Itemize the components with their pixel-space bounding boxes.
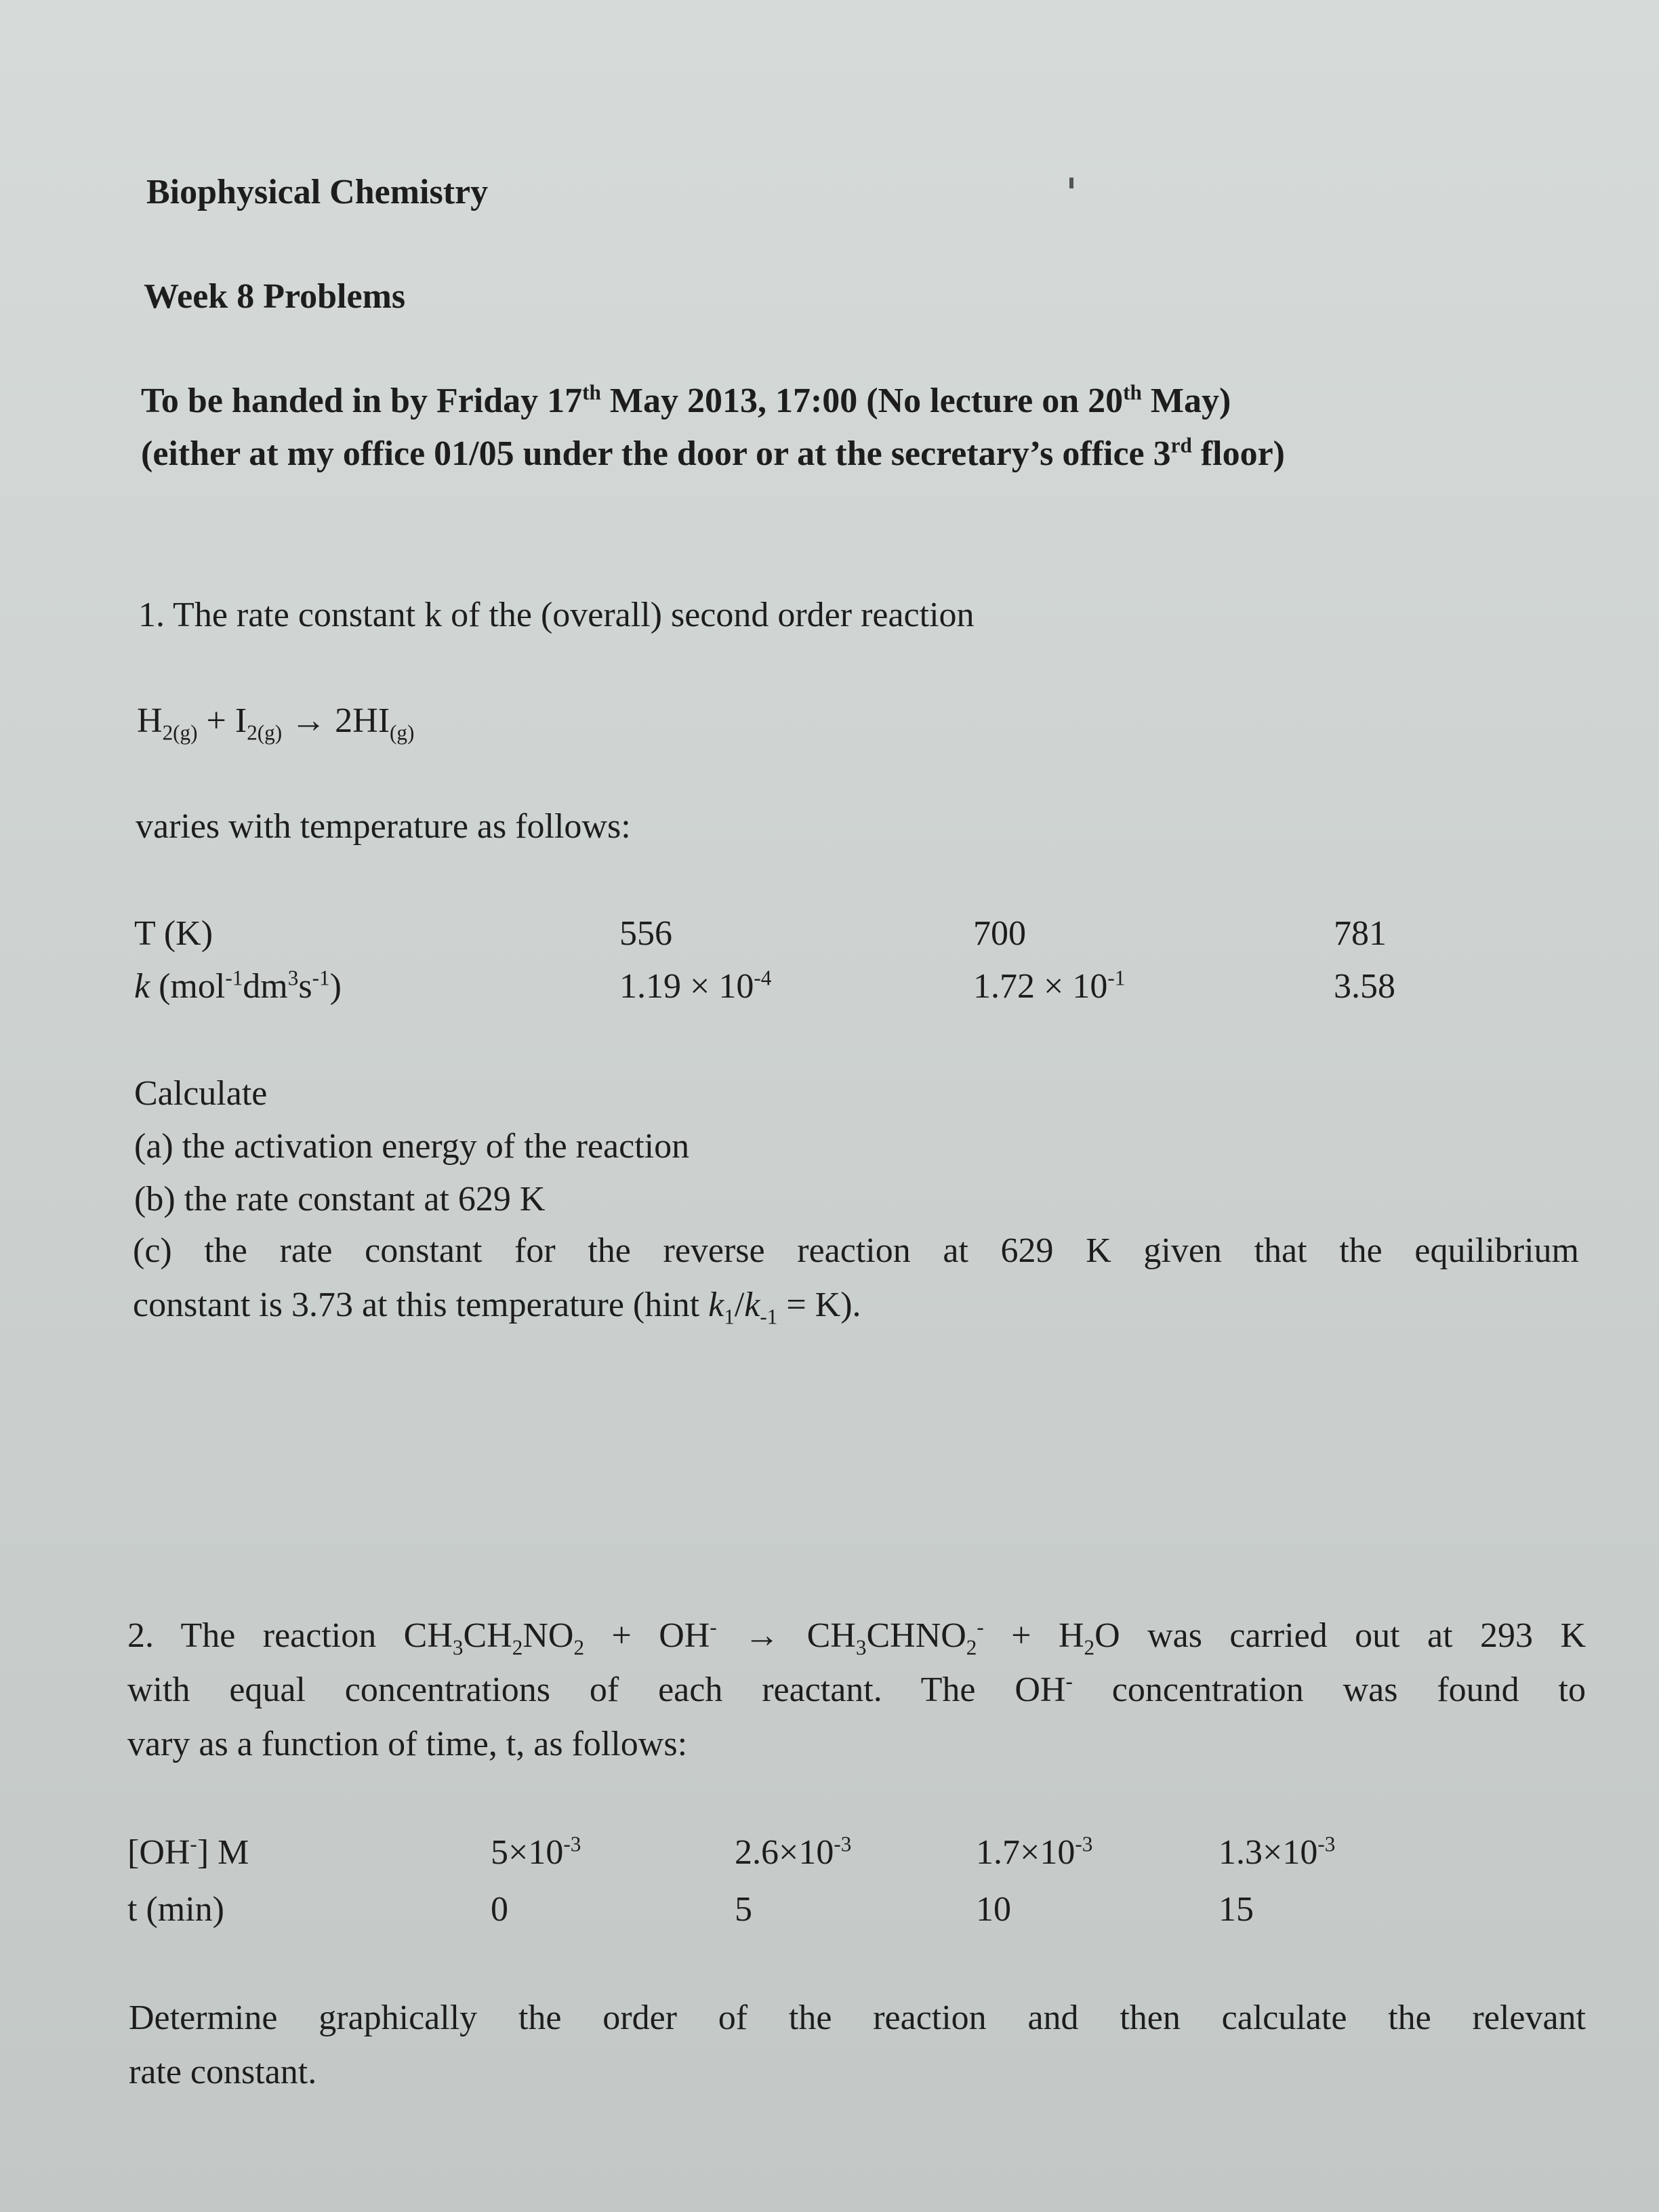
q1-intro: 1. The rate constant k of the (overall) second order reaction [138,596,975,634]
q2-table-cell: $1.7\times 10^{-3}$ [976,1832,1093,1872]
q1-table-label-rate-constant: k $(mol^{-1}dm^3s^{-1})$ [134,966,342,1006]
q1-table-cell: 3.58 [1334,967,1395,1006]
q2-table-cell: $5\times 10^{-3}$ [491,1832,581,1872]
q2-table-cell: $2.6\times 10^{-3}$ [735,1832,852,1872]
q1-part-b: (b) the rate constant at 629 K [134,1180,546,1218]
location-line: (either at my office 01/05 under the door or at the secretary’s office 3rd floor) [141,433,1285,473]
course-title: Biophysical Chemistry [146,173,489,211]
q2-line3: vary as a function of time, t, as follows: [127,1725,688,1763]
q1-part-a: (a) the activation energy of the reaction [134,1127,690,1166]
q2-determine [129,1991,1586,2100]
q1-table-cell: $1.72 \times 10^{-1}$ [973,966,1126,1006]
q1-part-c-line1: (c) the rate constant for the reverse reaction at 629 K given that the equilibrium [133,1231,1579,1270]
q2-determine-line2: rate constant. [129,2053,317,2091]
week-title: Week 8 Problems [144,277,406,316]
q2-table-cell: $1.3\times 10^{-3}$ [1218,1832,1336,1872]
q2-table-cell: 10 [976,1890,1011,1929]
q2-table-label-concentration: [OH-] M [127,1832,249,1872]
deadline-line: To be handed in by Friday 17th May 2013, 17:00 (No lecture on 20th May) [141,380,1231,420]
q2-intro [127,1609,1586,1771]
q2-table-cell: 5 [735,1890,752,1929]
q1-table-cell: 781 [1334,914,1387,953]
q1-table-cell: 556 [619,914,672,953]
q1-varies: varies with temperature as follows: [136,807,631,846]
q2-line1: 2. The reaction $CH_3CH_2NO_2 + OH^-$ → $CH_3CHNO_2^- + H_2O$ was carried out at 293 K [127,1615,1586,1660]
q1-part-c [133,1224,1579,1332]
q1-table-cell: 700 [973,914,1026,953]
q1-table-label-temperature: T (K) [134,914,213,953]
q2-table-cell: 15 [1218,1890,1254,1929]
pen-mark [1069,178,1073,188]
q2-table-label-time: t (min) [127,1890,224,1929]
q1-part-c-line2: constant is 3.73 at this temperature (hint $k_1/k_{-1} = K$). [133,1286,861,1329]
q2-table-cell: 0 [491,1890,508,1929]
q1-equation: $H_{2(g)} + I_{2(g)} \to 2HI_{(g)}$ [137,701,415,745]
q2-determine-line1: Determine graphically the order of the reaction and then calculate the relevant [129,1999,1586,2037]
q2-line2: with equal concentrations of each reactant. The OH- concentration was found to [127,1669,1586,1709]
q1-table-cell: $1.19 \times 10^{-4}$ [619,966,772,1006]
q1-calculate: Calculate [134,1074,268,1113]
